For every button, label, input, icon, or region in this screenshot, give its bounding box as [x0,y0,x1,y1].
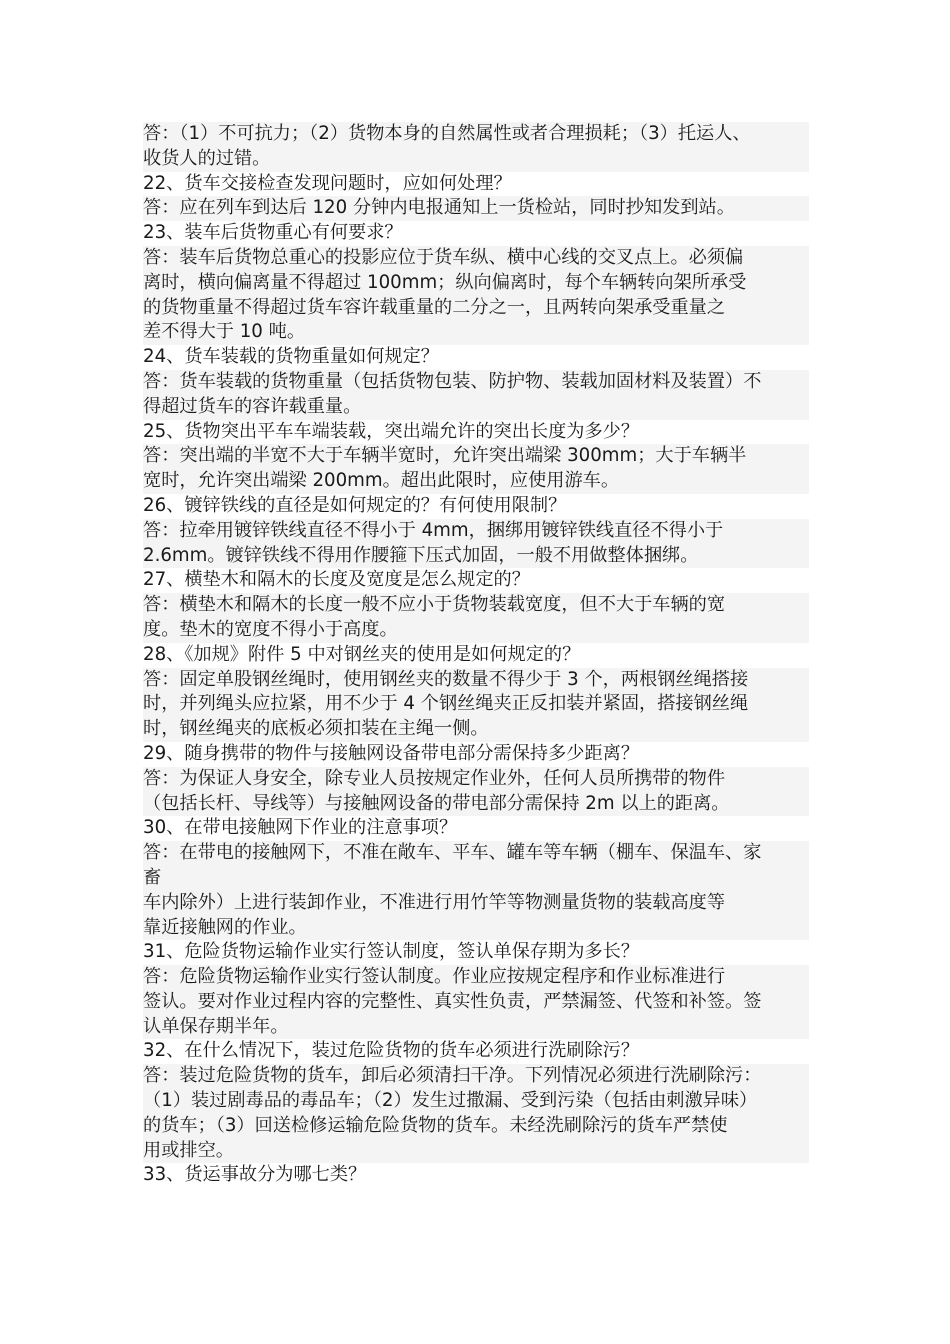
answer-paragraph [143,444,809,494]
text-line: 27、横垫木和隔木的长度及宽度是怎么规定的？ [143,569,530,591]
text-line: 30、在带电接触网下作业的注意事项？ [143,817,458,839]
text-line: 22、货车交接检查发现问题时，应如何处理？ [143,172,512,194]
text-line: （包括长杆、导线等）与接触网设备的带电部分需保持 2m 以上的距离。 [143,792,730,814]
text-line: 答：应在列车到达后 120 分钟内电报通知上一货检站，同时抄知发到站。 [143,197,735,219]
text-line: 差不得大于 10 吨。 [143,321,306,343]
answer-paragraph [143,965,809,1039]
text-line: 答：拉牵用镀锌铁线直径不得小于 4mm，捆绑用镀锌铁线直径不得小于 [143,519,724,541]
question-heading [143,345,809,370]
text-line: 答：（1）不可抗力；（2）货物本身的自然属性或者合理损耗；（3）托运人、 [143,123,751,144]
text-line: 28、《加规》附件 5 中对钢丝夹的使用是如何规定的？ [143,643,581,665]
text-line: 答：货车装载的货物重量（包括货物包装、防护物、装载加固材料及装置）不 [143,370,762,392]
answer-paragraph [143,122,809,172]
question-heading [143,816,809,841]
answer-paragraph [143,767,809,817]
text-line: 23、装车后货物重心有何要求？ [143,222,403,244]
text-line: 32、在什么情况下，装过危险货物的货车必须进行洗刷除污？ [143,1040,640,1062]
document-page [143,122,809,1188]
text-line: 答：在带电的接触网下，不准在敞车、平车、罐车等车辆（棚车、保温车、家 [143,842,762,864]
text-line: 签认。要对作业过程内容的完整性、真实性负责，严禁漏签、代签和补签。签 [143,990,762,1012]
text-line: 答：突出端的半宽不大于车辆半宽时，允许突出端梁 300mm；大于车辆半 [143,445,747,467]
answer-paragraph [143,1064,809,1163]
question-heading [143,172,809,197]
text-line: 畜 [143,866,162,888]
question-heading [143,940,809,965]
text-line: 31、危险货物运输作业实行签认制度，签认单保存期为多长？ [143,941,640,963]
question-heading [143,494,809,519]
question-heading [143,568,809,593]
text-line: 答：横垫木和隔木的长度一般不应小于货物装载宽度，但不大于车辆的宽 [143,594,726,616]
text-line: 答：装车后货物总重心的投影应位于货车纵、横中心线的交叉点上。必须偏 [143,246,744,268]
answer-paragraph [143,246,809,345]
question-heading [143,420,809,445]
question-heading [143,221,809,246]
text-line: 时，钢丝绳夹的底板必须扣装在主绳一侧。 [143,718,489,740]
text-line: 的货车；（3）回送检修运输危险货物的货车。未经洗刷除污的货车严禁使 [143,1114,728,1136]
text-line: 得超过货车的容许载重量。 [143,395,362,417]
text-line: 2.6mm。镀锌铁线不得用作腰箍下压式加固，一般不用做整体捆绑。 [143,544,699,566]
text-line: 24、货车装载的货物重量如何规定？ [143,346,439,368]
answer-paragraph [143,196,809,221]
answer-paragraph [143,593,809,643]
text-line: 靠近接触网的作业。 [143,916,307,938]
text-line: 认单保存期半年。 [143,1015,289,1037]
question-heading [143,742,809,767]
text-line: 时，并列绳头应拉紧，用不少于 4 个钢丝绳夹正反扣装并紧固，搭接钢丝绳 [143,693,749,715]
text-line: 离时，横向偏离量不得超过 100mm；纵向偏离时，每个车辆转向架所承受 [143,271,747,293]
text-line: （1）装过剧毒品的毒品车；（2）发生过撒漏、受到污染（包括由刺激异味） [143,1090,758,1112]
text-line: 用或排空。 [143,1139,234,1161]
text-line: 车内除外）上进行装卸作业，不准进行用竹竿等物测量货物的装载高度等 [143,891,726,913]
text-line: 收货人的过错。 [143,147,271,169]
text-line: 度。垫木的宽度不得小于高度。 [143,618,398,640]
text-line: 答：装过危险货物的货车，卸后必须清扫干净。下列情况必须进行洗刷除污： [143,1065,762,1087]
answer-paragraph [143,841,809,940]
text-line: 25、货物突出平车车端装载，突出端允许的突出长度为多少？ [143,420,640,442]
text-line: 答：固定单股钢丝绳时，使用钢丝夹的数量不得少于 3 个，两根钢丝绳搭接 [143,668,749,690]
text-line: 的货物重量不得超过货车容许载重量的二分之一，且两转向架承受重量之 [143,296,726,318]
text-line: 宽时，允许突出端梁 200mm。超出此限时，应使用游车。 [143,470,620,492]
question-heading [143,643,809,668]
text-line: 答：危险货物运输作业实行签认制度。作业应按规定程序和作业标准进行 [143,966,726,988]
text-line: 答：为保证人身安全，除专业人员按规定作业外，任何人员所携带的物件 [143,767,726,789]
text-line: 26、镀锌铁线的直径是如何规定的？有何使用限制？ [143,494,567,516]
question-heading [143,1039,809,1064]
text-line: 29、随身携带的物件与接触网设备带电部分需保持多少距离？ [143,742,640,764]
text-line: 33、货运事故分为哪七类？ [143,1164,367,1186]
answer-paragraph [143,668,809,742]
question-heading [143,1163,809,1188]
answer-paragraph [143,519,809,569]
answer-paragraph [143,370,809,420]
